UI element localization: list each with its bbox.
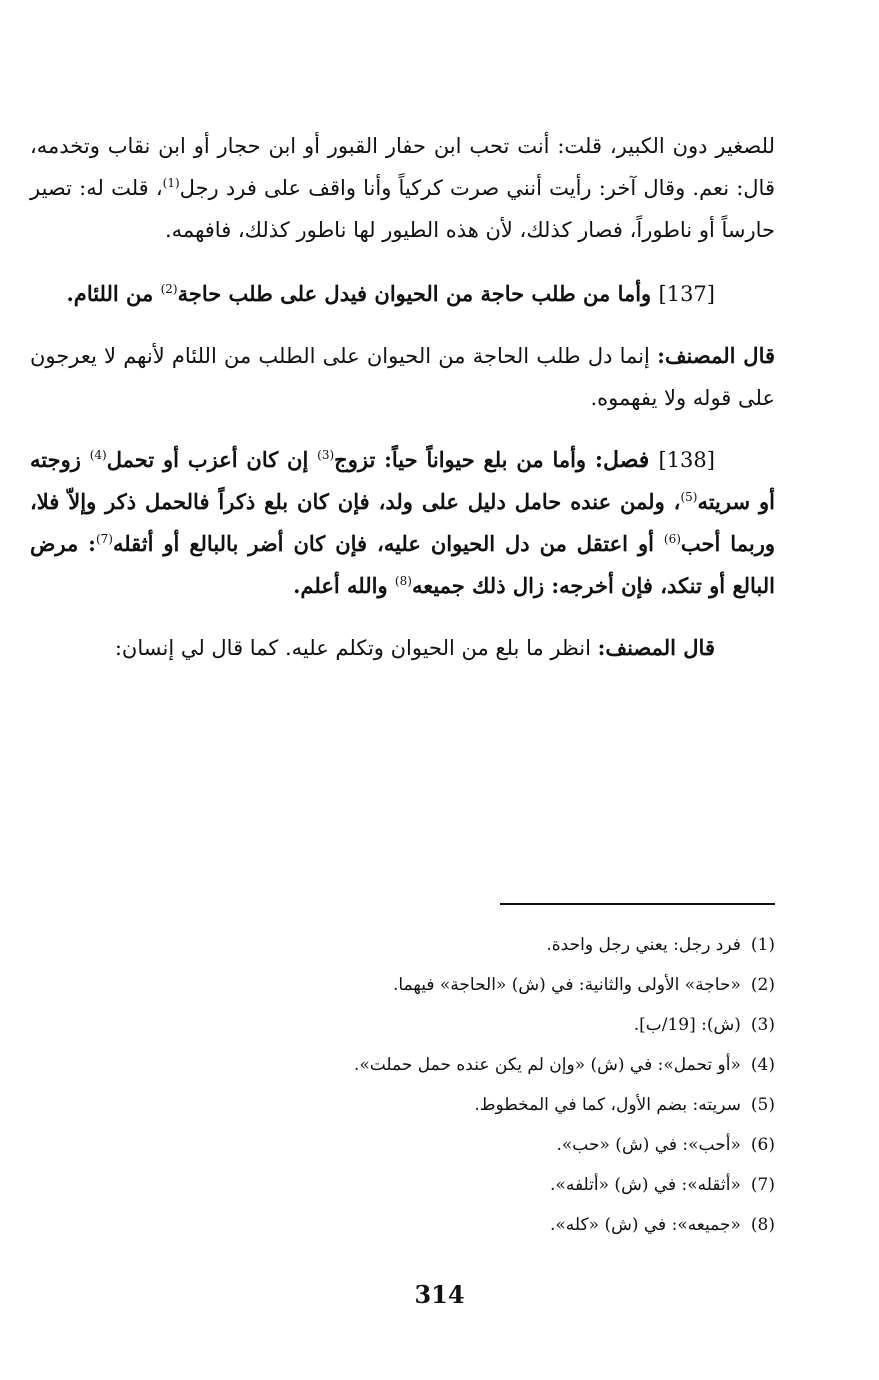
paragraph-text: إن كان أعزب أو تحمل: [106, 447, 318, 472]
footnote-text: (ش): [19/ب].: [633, 1015, 741, 1035]
footnote-ref-7: (7): [95, 532, 113, 546]
section-number: [137]: [658, 282, 715, 306]
author-label: قال المصنف:: [597, 635, 715, 660]
author-comment-1: [30, 335, 775, 419]
footnote-number: (2): [750, 975, 775, 995]
footnote-item: [30, 1085, 775, 1125]
footnote-item: [30, 1165, 775, 1205]
paragraph-text: وأما من طلب حاجة من الحيوان فيدل على طلب حاجة: [177, 281, 659, 306]
footnote-ref-8: (8): [394, 574, 412, 588]
paragraph-text: ، قلت له: تصير حارساً أو ناطوراً، فصار كذلك، لأن هذه الطيور لها ناطور كذلك، فافهمه.: [30, 176, 775, 242]
footnote-text: «أو تحمل»: في (ش) «وإن لم يكن عنده حمل حملت».: [353, 1055, 741, 1075]
footnote-text: سريته: بضم الأول، كما في المخطوط.: [474, 1095, 741, 1115]
footnote-ref-4: (4): [89, 448, 107, 462]
footnote-text: «أثقله»: في (ش) «أتلفه».: [550, 1175, 741, 1195]
footnote-item: [30, 1005, 775, 1045]
fasl-heading: فصل:: [594, 447, 659, 473]
footnote-ref-2: (2): [160, 282, 178, 296]
paragraph-text: ، ولمن عنده حامل دليل على ولد، فإن كان بلع ذكراً فالحمل ذكر وإلاّ فلا، وربما أحب: [30, 489, 775, 556]
footnote-item: [30, 965, 775, 1005]
paragraph-text: للصغير دون الكبير، قلت: أنت تحب ابن حفار القبور أو ابن حجار أو ابن نقاب وتخدمه، قال: نعم. وقال آخر: رأيت أنني صرت كركياً وأنا واقف على فرد رجل: [30, 134, 775, 200]
paragraph-text: أو اعتقل من دل الحيوان عليه، فإن كان أضر بالبالع أو أثقله: [112, 531, 664, 556]
footnote-item: [30, 1125, 775, 1165]
main-text: [30, 125, 775, 689]
footnotes-list: [30, 925, 775, 1245]
footnote-item: [30, 1205, 775, 1245]
footnote-separator: [500, 903, 775, 905]
paragraph-text: من اللئام.: [66, 281, 161, 306]
footnote-ref-1: (1): [162, 176, 180, 190]
footnote-text: «أحب»: في (ش) «حب».: [556, 1135, 741, 1155]
footnote-number: (7): [750, 1175, 775, 1195]
paragraph-continuation: [30, 125, 775, 251]
footnote-ref-6: (6): [663, 532, 681, 546]
paragraph-text: والله أعلم.: [293, 573, 395, 598]
page-number: 314: [414, 1280, 465, 1309]
footnote-item: [30, 1045, 775, 1085]
footnote-number: (6): [750, 1135, 775, 1155]
footnote-item: [30, 925, 775, 965]
paragraph-137: [30, 273, 775, 315]
paragraph-138: [30, 439, 775, 607]
section-number: [138]: [658, 448, 715, 472]
paragraph-text: : مرض البالع أو تنكد، فإن أخرجه: زال ذلك جميعه: [30, 531, 775, 598]
paragraph-text: وأما من بلع حيواناً حياً: تزوج: [334, 447, 595, 472]
footnote-text: «جميعه»: في (ش) «كله».: [550, 1215, 741, 1235]
author-label: قال المصنف:: [657, 343, 776, 368]
footnote-text: فرد رجل: يعني رجل واحدة.: [546, 935, 741, 955]
footnote-ref-5: (5): [680, 490, 698, 504]
footnote-text: «حاجة» الأولى والثانية: في (ش) «الحاجة» فيهما.: [392, 975, 741, 995]
footnote-number: (3): [750, 1015, 775, 1035]
paragraph-text: زوجته أو سريته: [30, 447, 775, 514]
author-comment-2: [30, 627, 775, 669]
footnote-number: (1): [750, 935, 775, 955]
paragraph-text: انظر ما بلع من الحيوان وتكلم عليه. كما قال لي إنسان:: [114, 636, 598, 660]
footnote-number: (8): [750, 1215, 775, 1235]
paragraph-text: إنما دل طلب الحاجة من الحيوان على الطلب من اللئام لأنهم لا يعرجون على قوله ولا يفهموه.: [30, 344, 775, 410]
footnote-number: (4): [750, 1055, 775, 1075]
footnote-ref-3: (3): [317, 448, 335, 462]
footnote-number: (5): [750, 1095, 775, 1115]
